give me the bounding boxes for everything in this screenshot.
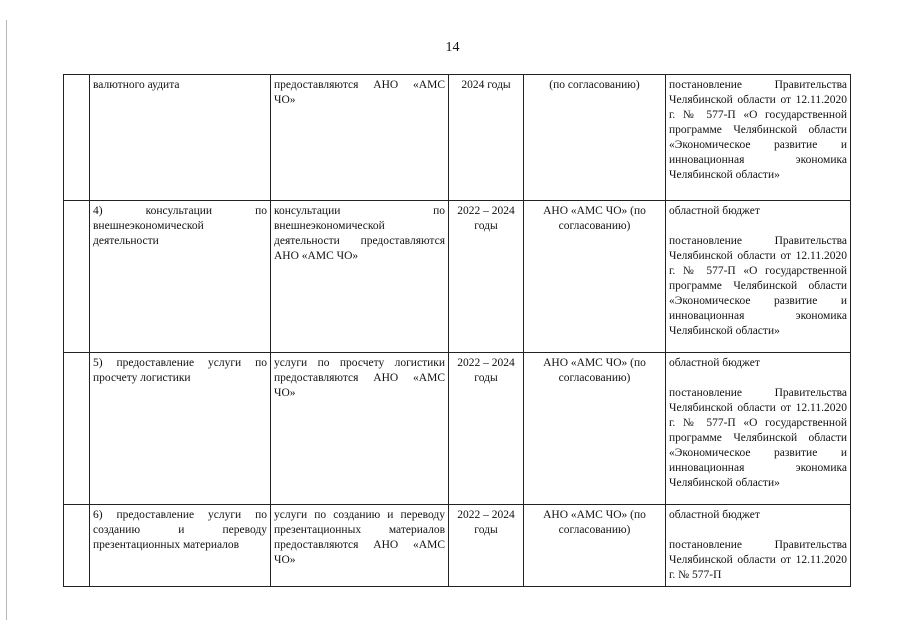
funding-text: областной бюджет xyxy=(669,205,760,217)
funding-text: областной бюджет xyxy=(669,509,760,521)
period-cell: 2022 – 2024 годы xyxy=(449,201,524,353)
row-number-cell xyxy=(64,353,90,505)
table-row xyxy=(64,201,851,353)
measure-cell: 4) консультации по внешнеэкономической деятельности xyxy=(90,201,271,353)
period-cell: 2022 – 2024 годы xyxy=(449,505,524,587)
basis-text: постановление Правительства Челябинской области от 12.11.2020 г. № 577-П «О государственной программе Челябинской области «Экономическое развитие и инновационная экономика Челябинской области» xyxy=(669,387,847,489)
description-cell: консультации по внешнеэкономической деятельности предоставляются АНО «АМС ЧО» xyxy=(271,201,449,353)
table-row xyxy=(64,505,851,587)
source-cell xyxy=(666,201,851,353)
measure-cell: 6) предоставление услуги по созданию и переводу презентационных материалов xyxy=(90,505,271,587)
row-number-cell xyxy=(64,201,90,353)
measure-cell: 5) предоставление услуги по просчету логистики xyxy=(90,353,271,505)
source-cell xyxy=(666,353,851,505)
period-cell: 2022 – 2024 годы xyxy=(449,353,524,505)
basis-text: постановление Правительства Челябинской области от 12.11.2020 г. № 577-П «О государственной программе Челябинской области «Экономическое развитие и инновационная экономика Челябинской области» xyxy=(669,79,847,181)
funding-text: областной бюджет xyxy=(669,357,760,369)
source-cell xyxy=(666,505,851,587)
description-cell: предоставляются АНО «АМС ЧО» xyxy=(271,75,449,201)
page-number: 14 xyxy=(445,40,460,55)
source-cell xyxy=(666,75,851,201)
description-cell: услуги по просчету логистики предоставляются АНО «АМС ЧО» xyxy=(271,353,449,505)
row-number-cell xyxy=(64,505,90,587)
executor-cell: АНО «АМС ЧО» (по согласованию) xyxy=(524,505,666,587)
table-row xyxy=(64,75,851,201)
period-cell: 2024 годы xyxy=(449,75,524,201)
description-cell: услуги по созданию и переводу презентационных материалов предоставляются АНО «АМС ЧО» xyxy=(271,505,449,587)
program-measures-table xyxy=(63,74,851,587)
basis-text: постановление Правительства Челябинской области от 12.11.2020 г. № 577-П xyxy=(669,539,847,581)
executor-cell: (по согласованию) xyxy=(524,75,666,201)
basis-text: постановление Правительства Челябинской области от 12.11.2020 г. № 577-П «О государственной программе Челябинской области «Экономическое развитие и инновационная экономика Челябинской области» xyxy=(669,235,847,337)
executor-cell: АНО «АМС ЧО» (по согласованию) xyxy=(524,201,666,353)
row-number-cell xyxy=(64,75,90,201)
measure-cell: валютного аудита xyxy=(90,75,271,201)
scan-edge-line xyxy=(6,20,7,620)
executor-cell: АНО «АМС ЧО» (по согласованию) xyxy=(524,353,666,505)
table-row xyxy=(64,353,851,505)
